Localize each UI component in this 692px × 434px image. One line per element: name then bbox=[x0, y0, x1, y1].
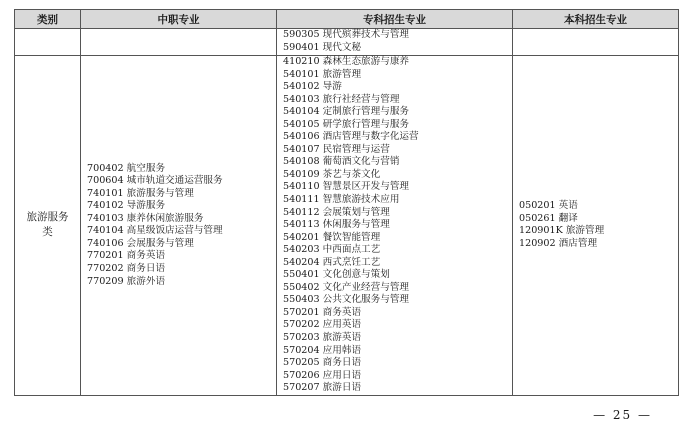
list-item: 770201 商务英语 bbox=[87, 250, 166, 262]
category-label-line1: 旅游服务 bbox=[26, 211, 69, 224]
list-item: 570203 旅游英语 bbox=[283, 332, 362, 344]
list-item: 740103 康养休闲旅游服务 bbox=[87, 212, 204, 224]
list-item: 570202 应用英语 bbox=[283, 319, 362, 331]
list-item: 590401 现代文秘 bbox=[283, 42, 362, 53]
vocational-cell bbox=[277, 56, 513, 396]
list-item: 770209 旅游外语 bbox=[87, 275, 166, 287]
header-category: 类别 bbox=[15, 10, 81, 29]
list-item: 570206 应用日语 bbox=[283, 369, 362, 381]
list-item: 570204 应用韩语 bbox=[283, 344, 362, 356]
list-item: 050261 翻译 bbox=[519, 212, 578, 224]
list-item: 120901K 旅游管理 bbox=[519, 225, 605, 237]
list-item: 540201 餐饮智能管理 bbox=[283, 231, 381, 243]
header-secondary-major: 中职专业 bbox=[81, 10, 277, 29]
list-item: 570207 旅游日语 bbox=[283, 382, 362, 394]
list-item: 770202 商务日语 bbox=[87, 263, 166, 275]
list-item: 540203 中西面点工艺 bbox=[283, 244, 381, 256]
list-item: 540113 休闲服务与管理 bbox=[283, 219, 390, 231]
list-item: 550402 文化产业经营与管理 bbox=[283, 281, 410, 293]
secondary-cell bbox=[81, 56, 277, 396]
list-item: 740104 高星级饭店运营与管理 bbox=[87, 225, 223, 237]
undergraduate-cell bbox=[513, 29, 679, 56]
list-item: 540204 西式烹饪工艺 bbox=[283, 256, 381, 268]
list-item: 540105 研学旅行管理与服务 bbox=[283, 118, 410, 130]
list-item: 540102 导游 bbox=[283, 81, 342, 93]
list-item: 570201 商务英语 bbox=[283, 306, 362, 318]
table-row bbox=[15, 29, 679, 56]
list-item: 550403 公共文化服务与管理 bbox=[283, 294, 410, 306]
table-row bbox=[15, 56, 679, 396]
list-item: 120902 酒店管理 bbox=[519, 237, 598, 249]
category-label-line2: 类 bbox=[42, 226, 53, 239]
secondary-cell bbox=[81, 29, 277, 56]
list-item: 570205 商务日语 bbox=[283, 357, 362, 369]
header-row bbox=[15, 10, 679, 29]
category-cell bbox=[15, 29, 81, 56]
list-item: 540104 定制旅行管理与服务 bbox=[283, 106, 410, 118]
list-item: 740106 会展服务与管理 bbox=[87, 237, 194, 249]
list-item: 540111 智慧旅游技术应用 bbox=[283, 194, 400, 206]
page-number: — 25 — bbox=[593, 408, 652, 422]
list-item: 410210 森林生态旅游与康养 bbox=[283, 56, 410, 67]
list-item: 700604 城市轨道交通运营服务 bbox=[87, 175, 223, 187]
list-item: 740101 旅游服务与管理 bbox=[87, 187, 194, 199]
undergraduate-cell bbox=[513, 56, 679, 396]
list-item: 540107 民宿管理与运营 bbox=[283, 143, 390, 155]
list-item: 700402 航空服务 bbox=[87, 162, 166, 174]
major-table bbox=[14, 9, 679, 396]
list-item: 540110 智慧景区开发与管理 bbox=[283, 181, 410, 193]
list-item: 540101 旅游管理 bbox=[283, 68, 362, 80]
list-item: 540108 葡萄酒文化与营销 bbox=[283, 156, 400, 168]
list-item: 540112 会展策划与管理 bbox=[283, 206, 390, 218]
header-vocational-major: 专科招生专业 bbox=[277, 10, 513, 29]
vocational-cell bbox=[277, 29, 513, 56]
list-item: 740102 导游服务 bbox=[87, 200, 166, 212]
header-undergraduate-major: 本科招生专业 bbox=[513, 10, 679, 29]
list-item: 550401 文化创意与策划 bbox=[283, 269, 390, 281]
list-item: 540103 旅行社经营与管理 bbox=[283, 93, 400, 105]
category-cell bbox=[15, 56, 81, 396]
list-item: 590305 现代殡葬技术与管理 bbox=[283, 29, 410, 41]
list-item: 540106 酒店管理与数字化运营 bbox=[283, 131, 419, 143]
list-item: 540109 茶艺与茶文化 bbox=[283, 168, 381, 180]
list-item: 050201 英语 bbox=[519, 200, 578, 212]
